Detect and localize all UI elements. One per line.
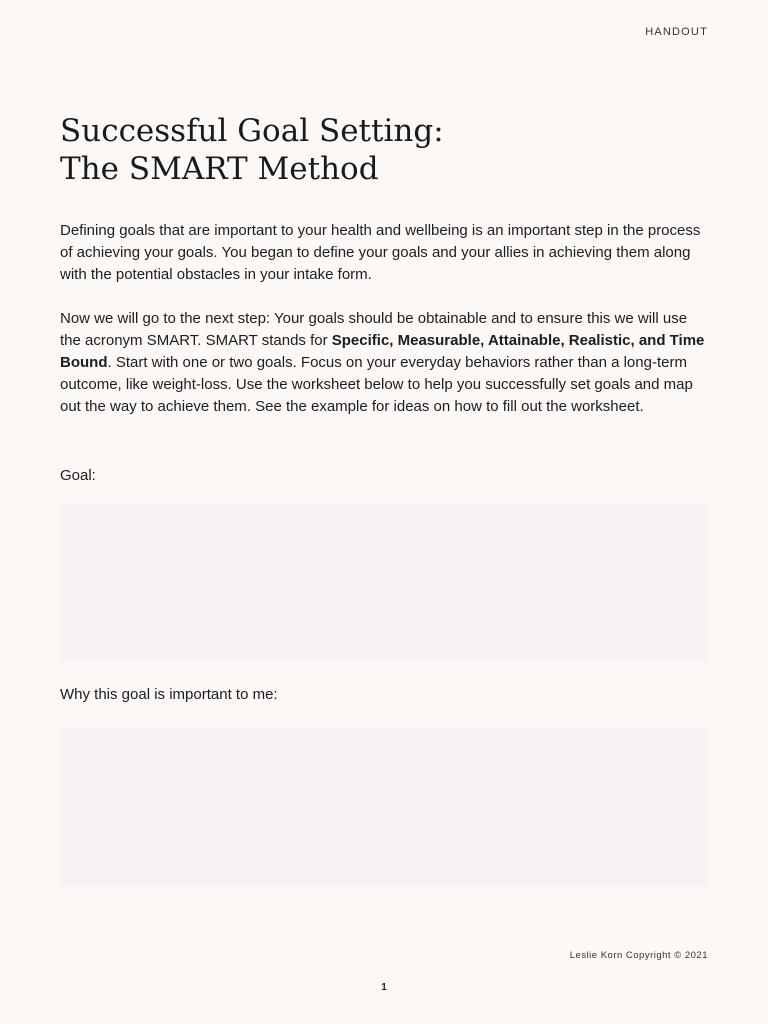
intro-paragraph-2 <box>60 308 710 418</box>
intro-paragraph-1: Defining goals that are important to your health and wellbeing is an important step in the process of achieving your goals. You began to define your goals and your allies in achieving them along with the potential obstacles in your intake form. <box>60 222 701 283</box>
goal-label: Goal: <box>60 467 96 484</box>
handout-label: HANDOUT <box>645 26 708 38</box>
goal-input-box[interactable] <box>60 503 708 661</box>
copyright-footer: Leslie Korn Copyright © 2021 <box>569 950 708 961</box>
title-line-2: The SMART Method <box>60 151 379 187</box>
intro-paragraph-2-start: Now we will go to the next step: Your goals should be obtainable and to ensure this we will use the acronym SMART. SMART stands for <box>60 310 688 349</box>
why-important-input-box[interactable] <box>60 727 708 886</box>
why-important-label: Why this goal is important to me: <box>60 686 278 703</box>
intro-paragraph-2-end: . Start with one or two goals. Focus on your everyday behaviors rather than a long-term outcome, like weight-loss. Use the worksheet below to help you successfully set goals and map out the way to achieve them. See the example for ideas on how to fill out the worksheet. <box>60 354 693 415</box>
title-line-1: Successful Goal Setting: <box>60 113 444 149</box>
page-number: 1 <box>381 982 387 993</box>
intro-text <box>60 220 710 418</box>
page-title <box>60 112 444 188</box>
smart-acronym-terms: Specific, Measurable, Attainable, Realistic, and Time Bound <box>60 332 705 371</box>
